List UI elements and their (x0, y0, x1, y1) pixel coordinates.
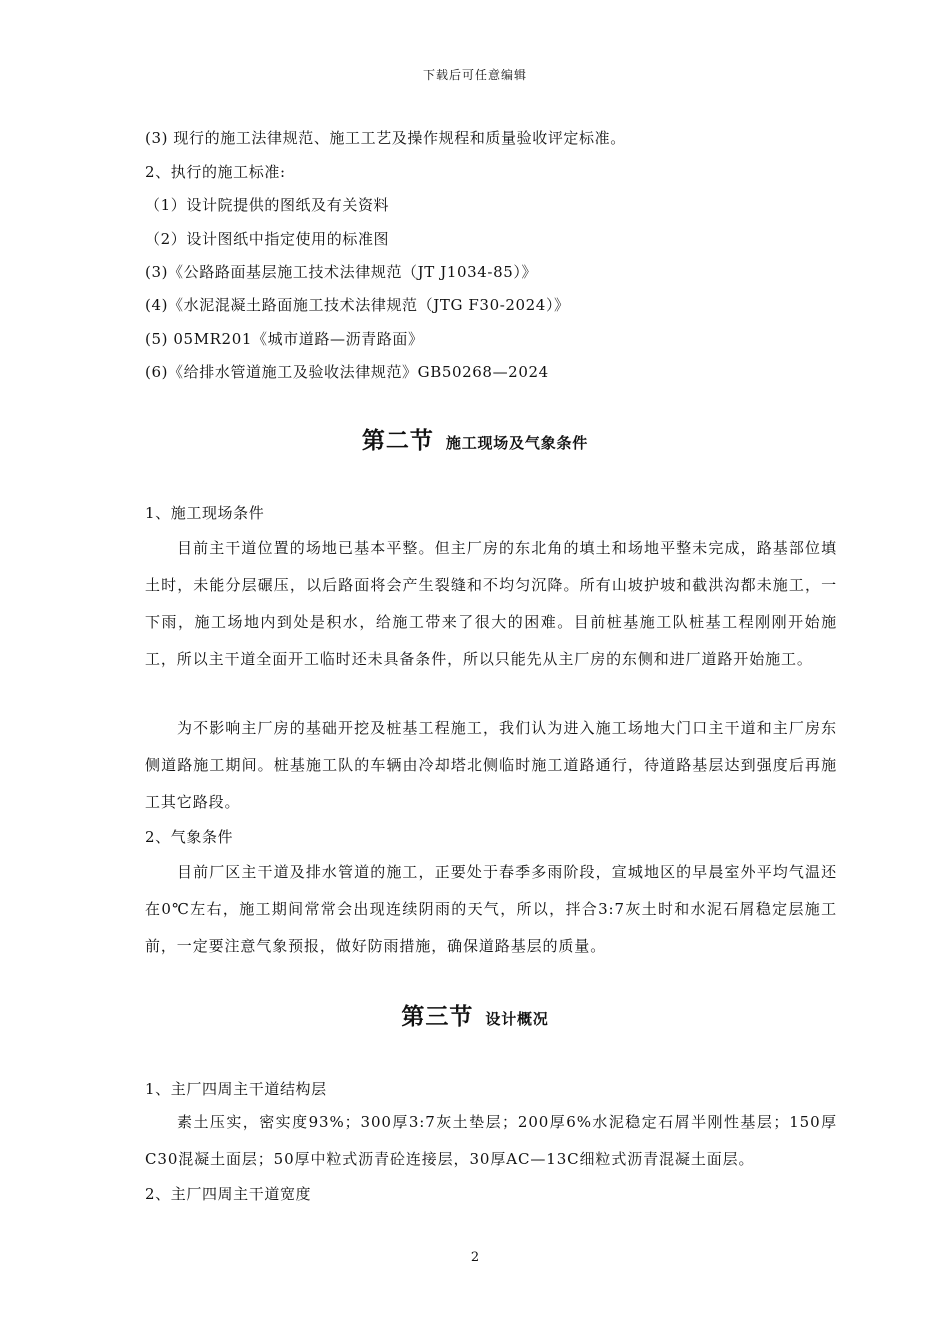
section-3-heading (0, 998, 950, 1031)
section-3-title: 第三节 (401, 1004, 474, 1030)
standards-heading: 2、执行的施工标准: (145, 163, 286, 181)
standard-item: (3)《公路路面基层施工技术法律规范（JT J1034-85）》 (145, 263, 538, 281)
standard-item: （2）设计图纸中指定使用的标准图 (145, 230, 390, 248)
weather-heading: 2、气象条件 (145, 828, 234, 846)
road-width-heading: 2、主厂四周主干道宽度 (145, 1185, 312, 1203)
page-header: 下载后可任意编辑 (422, 68, 527, 82)
section-2-title: 第二节 (361, 428, 434, 454)
section-3-subtitle: 设计概况 (485, 1010, 549, 1028)
site-conditions-heading: 1、施工现场条件 (145, 504, 265, 522)
site-conditions-paragraph-2: 为不影响主厂房的基础开挖及桩基工程施工，我们认为进入施工场地大门口主干道和主厂房东侧道路施工期间。桩基施工队的车辆由冷却塔北侧临时施工道路通行，待道路基层达到强度后再施工其它路段。 (145, 719, 837, 811)
standard-item: （1）设计院提供的图纸及有关资料 (145, 196, 390, 214)
site-conditions-paragraph: 目前主干道位置的场地已基本平整。但主厂房的东北角的填土和场地平整未完成，路基部位填土时，未能分层碾压，以后路面将会产生裂缝和不均匀沉降。所有山坡护坡和截洪沟都未施工，一下雨，施工场地内到处是积水，给施工带来了很大的困难。目前桩基施工队桩基工程刚刚开始施工，所以主干道全面开工临时还未具备条件，所以只能先从主厂房的东侧和进厂道路开始施工。 (145, 539, 837, 668)
standard-item: (5) 05MR201《城市道路—沥青路面》 (145, 330, 424, 348)
section-2-heading (0, 422, 950, 455)
section-2-subtitle: 施工现场及气象条件 (445, 434, 589, 452)
structure-layers-heading: 1、主厂四周主干道结构层 (145, 1080, 327, 1098)
page-number: 2 (470, 1250, 480, 1265)
weather-paragraph: 目前厂区主干道及排水管道的施工，正要处于春季多雨阶段，宣城地区的早晨室外平均气温还在0℃左右，施工期间常常会出现连续阴雨的天气，所以，拌合3:7灰土时和水泥石屑稳定层施工前，一定要注意气象预报，做好防雨措施，确保道路基层的质量。 (145, 863, 837, 955)
standard-item: (4)《水泥混凝土路面施工技术法律规范（JTG F30-2024）》 (145, 296, 570, 314)
structure-layers-paragraph: 素土压实，密实度93%；300厚3:7灰土垫层；200厚6%水泥稳定石屑半刚性基层；150厚C30混凝土面层；50厚中粒式沥青砼连接层，30厚AC—13C细粒式沥青混凝土面层。 (145, 1113, 837, 1168)
standard-line-3: (3) 现行的施工法律规范、施工工艺及操作规程和质量验收评定标准。 (145, 129, 626, 147)
standard-item: (6)《给排水管道施工及验收法律规范》GB50268—2024 (145, 363, 549, 381)
